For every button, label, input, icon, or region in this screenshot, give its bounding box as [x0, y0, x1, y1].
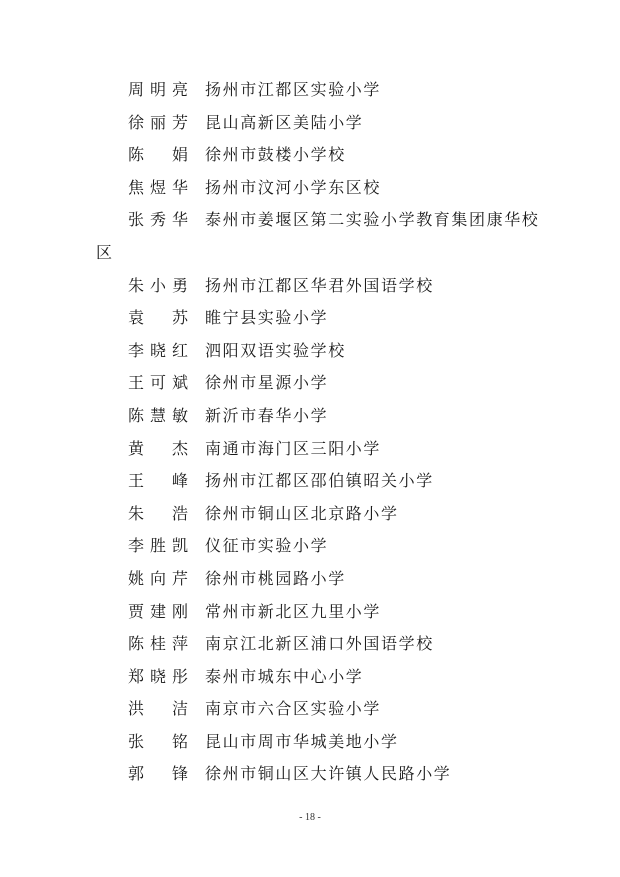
- school-name: 新沂市春华小学: [205, 405, 329, 425]
- list-item: [0, 530, 620, 563]
- page-number: - 18 -: [299, 812, 321, 823]
- person-name: 黄杰: [128, 438, 188, 458]
- person-name: 张秀华: [128, 210, 188, 230]
- person-name: 贾建刚: [128, 601, 188, 621]
- person-name: 陈慧敏: [128, 405, 188, 425]
- school-name: 徐州市星源小学: [205, 373, 329, 393]
- school-name: 泗阳双语实验学校: [205, 340, 346, 360]
- list-item: [0, 139, 620, 172]
- school-name: 扬州市汶河小学东区校: [205, 177, 382, 197]
- person-name: 周明亮: [128, 80, 188, 99]
- school-name: 扬州市江都区实验小学: [205, 80, 382, 99]
- list-item: [0, 74, 620, 107]
- list-item: [0, 335, 620, 368]
- person-name: 焦煜华: [128, 177, 188, 197]
- list-item: [0, 498, 620, 531]
- school-name: 睢宁县实验小学: [205, 308, 329, 328]
- school-name: 昆山市周市华城美地小学: [205, 731, 399, 751]
- school-name: 常州市新北区九里小学: [205, 601, 382, 621]
- list-item: [0, 465, 620, 498]
- school-name-continuation-line: [0, 237, 620, 270]
- school-name: 扬州市江都区邵伯镇昭关小学: [205, 471, 434, 491]
- person-name: 王可斌: [128, 373, 188, 393]
- person-name: 陈桂萍: [128, 634, 188, 654]
- school-name: 昆山高新区美陆小学: [205, 112, 364, 132]
- list-item: [0, 726, 620, 759]
- person-name: 张铭: [128, 731, 188, 751]
- school-name-continuation: 区: [96, 242, 113, 262]
- school-name: 南京江北新区浦口外国语学校: [205, 634, 434, 654]
- entry-list: [0, 74, 620, 791]
- list-item: [0, 758, 620, 791]
- person-name: 徐丽芳: [128, 112, 188, 132]
- list-item: [0, 433, 620, 466]
- list-item: [0, 367, 620, 400]
- person-name: 朱小勇: [128, 275, 188, 295]
- list-item: [0, 270, 620, 303]
- person-name: 郭锋: [128, 764, 188, 784]
- list-item: [0, 107, 620, 140]
- person-name: 袁苏: [128, 308, 188, 328]
- person-name: 李胜凯: [128, 536, 188, 556]
- list-item: [0, 172, 620, 205]
- school-name: 泰州市城东中心小学: [205, 666, 364, 686]
- person-name: 姚向芹: [128, 568, 188, 588]
- school-name: 南通市海门区三阳小学: [205, 438, 382, 458]
- list-item: [0, 204, 620, 237]
- school-name: 徐州市鼓楼小学校: [205, 145, 346, 165]
- person-name: 郑晓彤: [128, 666, 188, 686]
- school-name: 徐州市桃园路小学: [205, 568, 346, 588]
- person-name: 李晓红: [128, 340, 188, 360]
- list-item: [0, 596, 620, 629]
- school-name: 徐州市铜山区北京路小学: [205, 503, 399, 523]
- person-name: 洪洁: [128, 699, 188, 719]
- list-item: [0, 563, 620, 596]
- list-item: [0, 628, 620, 661]
- list-item: [0, 693, 620, 726]
- school-name: 南京市六合区实验小学: [205, 699, 382, 719]
- person-name: 朱浩: [128, 503, 188, 523]
- list-item: [0, 400, 620, 433]
- person-name: 王峰: [128, 471, 188, 491]
- list-item: [0, 302, 620, 335]
- school-name: 仪征市实验小学: [205, 536, 329, 556]
- list-item: [0, 661, 620, 694]
- school-name: 徐州市铜山区大许镇人民路小学: [205, 764, 452, 784]
- school-name: 扬州市江都区华君外国语学校: [205, 275, 434, 295]
- school-name: 泰州市姜堰区第二实验小学教育集团康华校: [205, 210, 540, 230]
- person-name: 陈娟: [128, 145, 188, 165]
